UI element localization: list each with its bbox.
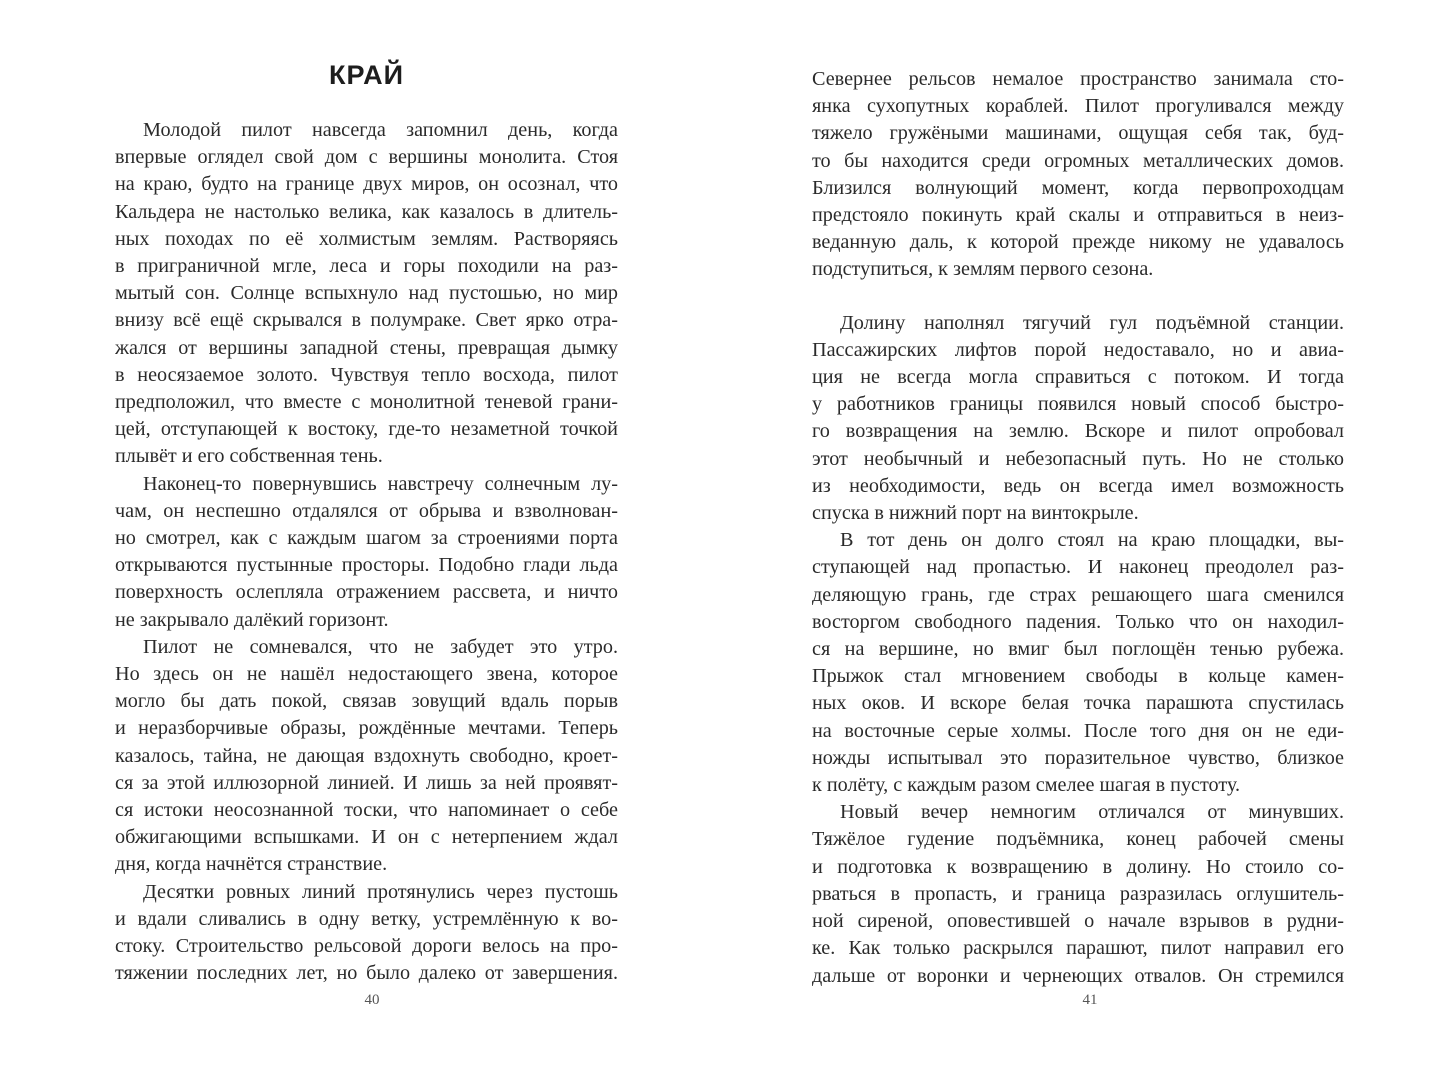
text-line: ных походах по её холмистым землям. Растворяясь xyxy=(115,227,618,250)
text-line: Близился волнующий момент, когда первопроходцам xyxy=(812,176,1344,199)
paragraph xyxy=(812,799,1344,989)
text-line: жался от вершины западной стены, превращая дымку xyxy=(115,336,618,359)
text-line: поверхность ослепляла отражением рассвета, и ничто xyxy=(115,581,618,604)
page-number-right: 41 xyxy=(1082,992,1098,1008)
text-line: деляющую грань, где страх решающего шага сменился xyxy=(812,583,1344,606)
text-line: ся истоки неосознанной тоски, что напоминает о себе xyxy=(115,799,618,822)
text-line: предстояло покинуть край скалы и отправиться в неиз- xyxy=(812,204,1344,227)
text-line: В тот день он долго стоял на краю площадки, вы- xyxy=(840,529,1344,552)
text-line: из необходимости, ведь он всегда имел возможность xyxy=(812,474,1344,497)
left-page-text xyxy=(115,117,618,988)
text-line: ся на вершине, но вмиг был поглощён тенью рубежа. xyxy=(812,638,1344,661)
text-line: к полёту, с каждым разом смелее шагая в пустоту. xyxy=(812,774,1241,797)
text-line: Новый вечер немногим отличался от минувших. xyxy=(840,801,1344,824)
text-line: у работников границы появился новый способ быстро- xyxy=(812,393,1344,416)
text-line: этот необычный и небезопасный путь. Но не столько xyxy=(812,447,1344,470)
text-line: Но здесь он не нашёл недостающего звена, которое xyxy=(115,663,618,686)
text-line: ке. Как только раскрылся парашют, пилот направил его xyxy=(812,937,1344,960)
page-number-left: 40 xyxy=(364,992,380,1008)
text-line: открываются пустынные просторы. Подобно глади льда xyxy=(115,554,618,577)
text-line: дальше от воронки и чернеющих отвалов. Он стремился xyxy=(812,964,1344,987)
paragraph xyxy=(115,471,618,634)
text-line: чам, он неспешно отдалялся от обрыва и взволнован- xyxy=(115,499,618,522)
text-line: Пассажирских лифтов порой недоставало, но и авиа- xyxy=(812,338,1344,361)
text-line: внизу всё ещё скрывался в полумраке. Свет ярко отра- xyxy=(115,309,618,332)
text-line: и подготовка к возвращению в долину. Но стоило со- xyxy=(812,855,1344,878)
text-line: Кальдера не настолько велика, как казалось в длитель- xyxy=(115,200,618,223)
text-line: Прыжок стал мгновением свободы в кольце камен- xyxy=(812,665,1344,688)
text-line: ция не всегда могла справиться с потоком. И тогда xyxy=(812,366,1344,389)
text-line: рваться в пропасть, и граница разразилась оглушитель- xyxy=(812,882,1344,905)
text-line: янка сухопутных кораблей. Пилот прогуливался между xyxy=(812,95,1344,118)
text-line: плывёт и его собственная тень. xyxy=(115,445,383,468)
left-page xyxy=(115,0,618,1080)
text-line: спуска в нижний порт на винтокрыле. xyxy=(812,502,1139,525)
text-line: тяжении последних лет, но было далеко от завершения. xyxy=(115,962,618,985)
text-line: Наконец-то повернувшись навстречу солнечным лу- xyxy=(143,472,618,495)
text-line: ся за этой иллюзорной линией. И лишь за ней проявят- xyxy=(115,771,618,794)
text-line: Молодой пилот навсегда запомнил день, когда xyxy=(143,119,618,141)
paragraph xyxy=(115,879,618,988)
text-line: в приграничной мгле, леса и горы походили на раз- xyxy=(115,255,618,278)
text-line: Тяжёлое гудение подъёмника, конец рабочей смены xyxy=(812,828,1344,851)
text-line: на восточные серые холмы. После того дня он не еди- xyxy=(812,719,1344,742)
text-line: казалось, тайна, не дающая вздохнуть свободно, кроет- xyxy=(115,744,618,767)
chapter-title: КРАЙ xyxy=(328,60,405,90)
text-line: на краю, будто на границе двух миров, он осознал, что xyxy=(115,173,618,196)
text-line: не закрывало далёкий горизонт. xyxy=(115,608,389,631)
text-line: го возвращения на землю. Вскоре и пилот опробовал xyxy=(812,420,1344,443)
text-line: ных оков. И вскоре белая точка парашюта спустилась xyxy=(812,692,1344,715)
text-line: Десятки ровных линий протянулись через пустошь xyxy=(143,880,618,903)
text-line: ножды испытывал это поразительное чувство, близкое xyxy=(812,746,1344,769)
right-page-text xyxy=(812,66,1344,990)
paragraph xyxy=(115,117,618,471)
text-line: Пилот не сомневался, что не забудет это утро. xyxy=(143,635,618,658)
text-line: ной сиреной, оповестившей о начале взрывов в рудни- xyxy=(812,910,1344,933)
text-line: стоку. Строительство рельсовой дороги велось на про- xyxy=(115,935,618,958)
right-page xyxy=(812,0,1344,1080)
text-line: ступающей над пропастью. И наконец преодолел раз- xyxy=(812,556,1344,579)
text-line: то бы находится среди огромных металлических домов. xyxy=(812,149,1344,172)
text-line: и вдали сливались в одну ветку, устремлённую к во- xyxy=(115,907,618,930)
text-line: могло бы дать покой, связав зовущий вдаль порыв xyxy=(115,690,618,713)
text-line: в неосязаемое золото. Чувствуя тепло восхода, пилот xyxy=(115,363,618,386)
text-line: веданную даль, к которой прежде никому не удавалось xyxy=(812,231,1344,254)
text-line: мытый сон. Солнце вспыхнуло над пустошью, но мир xyxy=(115,282,618,305)
text-line: дня, когда начнётся странствие. xyxy=(115,853,388,876)
text-line: обжигающими вспышками. И он с нетерпением ждал xyxy=(115,826,618,849)
text-line: но смотрел, как с каждым шагом за строениями порта xyxy=(115,527,618,550)
text-line: восторгом свободного падения. Только что он находил- xyxy=(812,610,1344,633)
paragraph xyxy=(812,66,1344,284)
text-line: подступиться, к землям первого сезона. xyxy=(812,258,1154,281)
paragraph xyxy=(115,634,618,879)
text-line: тяжело гружёными машинами, ощущая себя так, буд- xyxy=(812,122,1344,145)
text-line: и неразборчивые образы, рождённые мечтами. Теперь xyxy=(115,717,618,740)
text-line: Севернее рельсов немалое пространство занимала сто- xyxy=(812,68,1344,90)
text-line: цей, отступающей к востоку, где-то незаметной точкой xyxy=(115,418,618,441)
text-line: предположил, что вместе с монолитной теневой грани- xyxy=(115,391,618,414)
paragraph xyxy=(812,527,1344,799)
text-line: Долину наполнял тягучий гул подъёмной станции. xyxy=(840,311,1344,334)
paragraph xyxy=(812,310,1344,528)
text-line: впервые оглядел свой дом с вершины монолита. Стоя xyxy=(115,146,618,169)
